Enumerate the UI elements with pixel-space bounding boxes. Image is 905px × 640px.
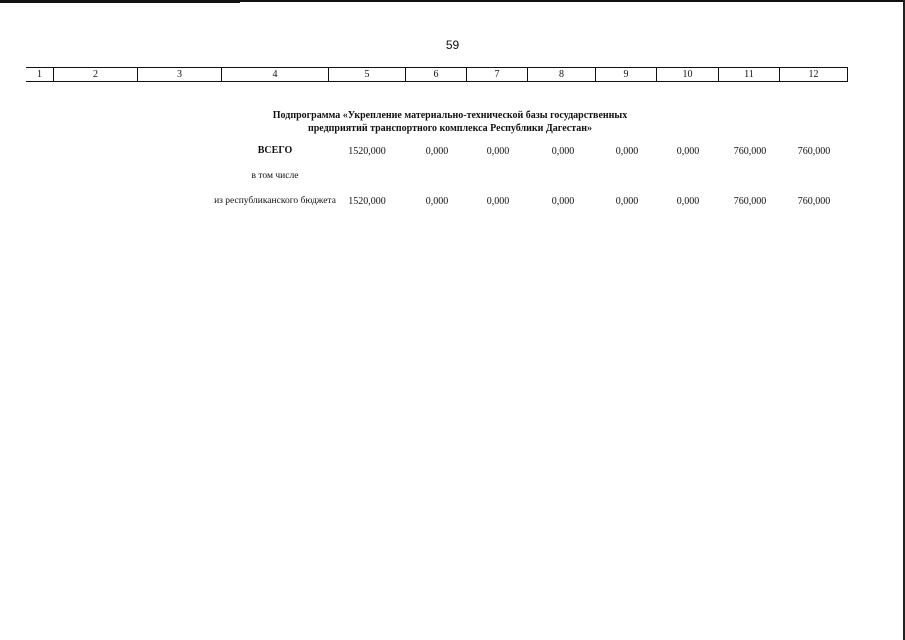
header-cell-10: 10 <box>656 68 718 81</box>
table-header-row <box>26 67 848 82</box>
value-col5: 1520,000 <box>348 146 386 157</box>
value-col11: 760,000 <box>733 146 767 157</box>
value-col8: 0,000 <box>551 196 575 207</box>
value-col7: 0,000 <box>486 196 510 207</box>
subprogram-title <box>200 109 700 135</box>
header-cell-3: 3 <box>137 68 221 81</box>
value-col12: 760,000 <box>797 146 831 157</box>
value-col6: 0,000 <box>425 196 449 207</box>
value-col9: 0,000 <box>615 196 639 207</box>
header-cell-5: 5 <box>328 68 405 81</box>
row-label-total: ВСЕГО <box>257 145 293 156</box>
subprogram-title-line1: Подпрограмма «Укрепление материально-технической базы государственных <box>272 110 628 121</box>
row-label-republican-budget: из республиканского бюджета <box>214 196 336 206</box>
value-col8: 0,000 <box>551 146 575 157</box>
value-col9: 0,000 <box>615 146 639 157</box>
page-number: 59 <box>445 38 460 52</box>
value-col11: 760,000 <box>733 196 767 207</box>
header-cell-12: 12 <box>779 68 848 81</box>
scan-corner-edge <box>0 0 240 3</box>
value-col7: 0,000 <box>486 146 510 157</box>
header-cell-9: 9 <box>595 68 656 81</box>
header-cell-8: 8 <box>527 68 595 81</box>
header-cell-4: 4 <box>221 68 328 81</box>
value-col10: 0,000 <box>676 196 700 207</box>
value-col5: 1520,000 <box>348 196 386 207</box>
subprogram-title-line2: предприятий транспортного комплекса Республики Дагестан» <box>307 123 593 134</box>
header-cell-7: 7 <box>466 68 527 81</box>
header-cell-1: 1 <box>37 69 42 80</box>
value-col6: 0,000 <box>425 146 449 157</box>
header-cell-2: 2 <box>53 68 137 81</box>
header-cell-11: 11 <box>718 68 779 81</box>
header-cell-6: 6 <box>405 68 466 81</box>
row-label-including: в том числе <box>251 171 299 181</box>
value-col12: 760,000 <box>797 196 831 207</box>
value-col10: 0,000 <box>676 146 700 157</box>
table-row-republican-budget <box>0 195 905 225</box>
